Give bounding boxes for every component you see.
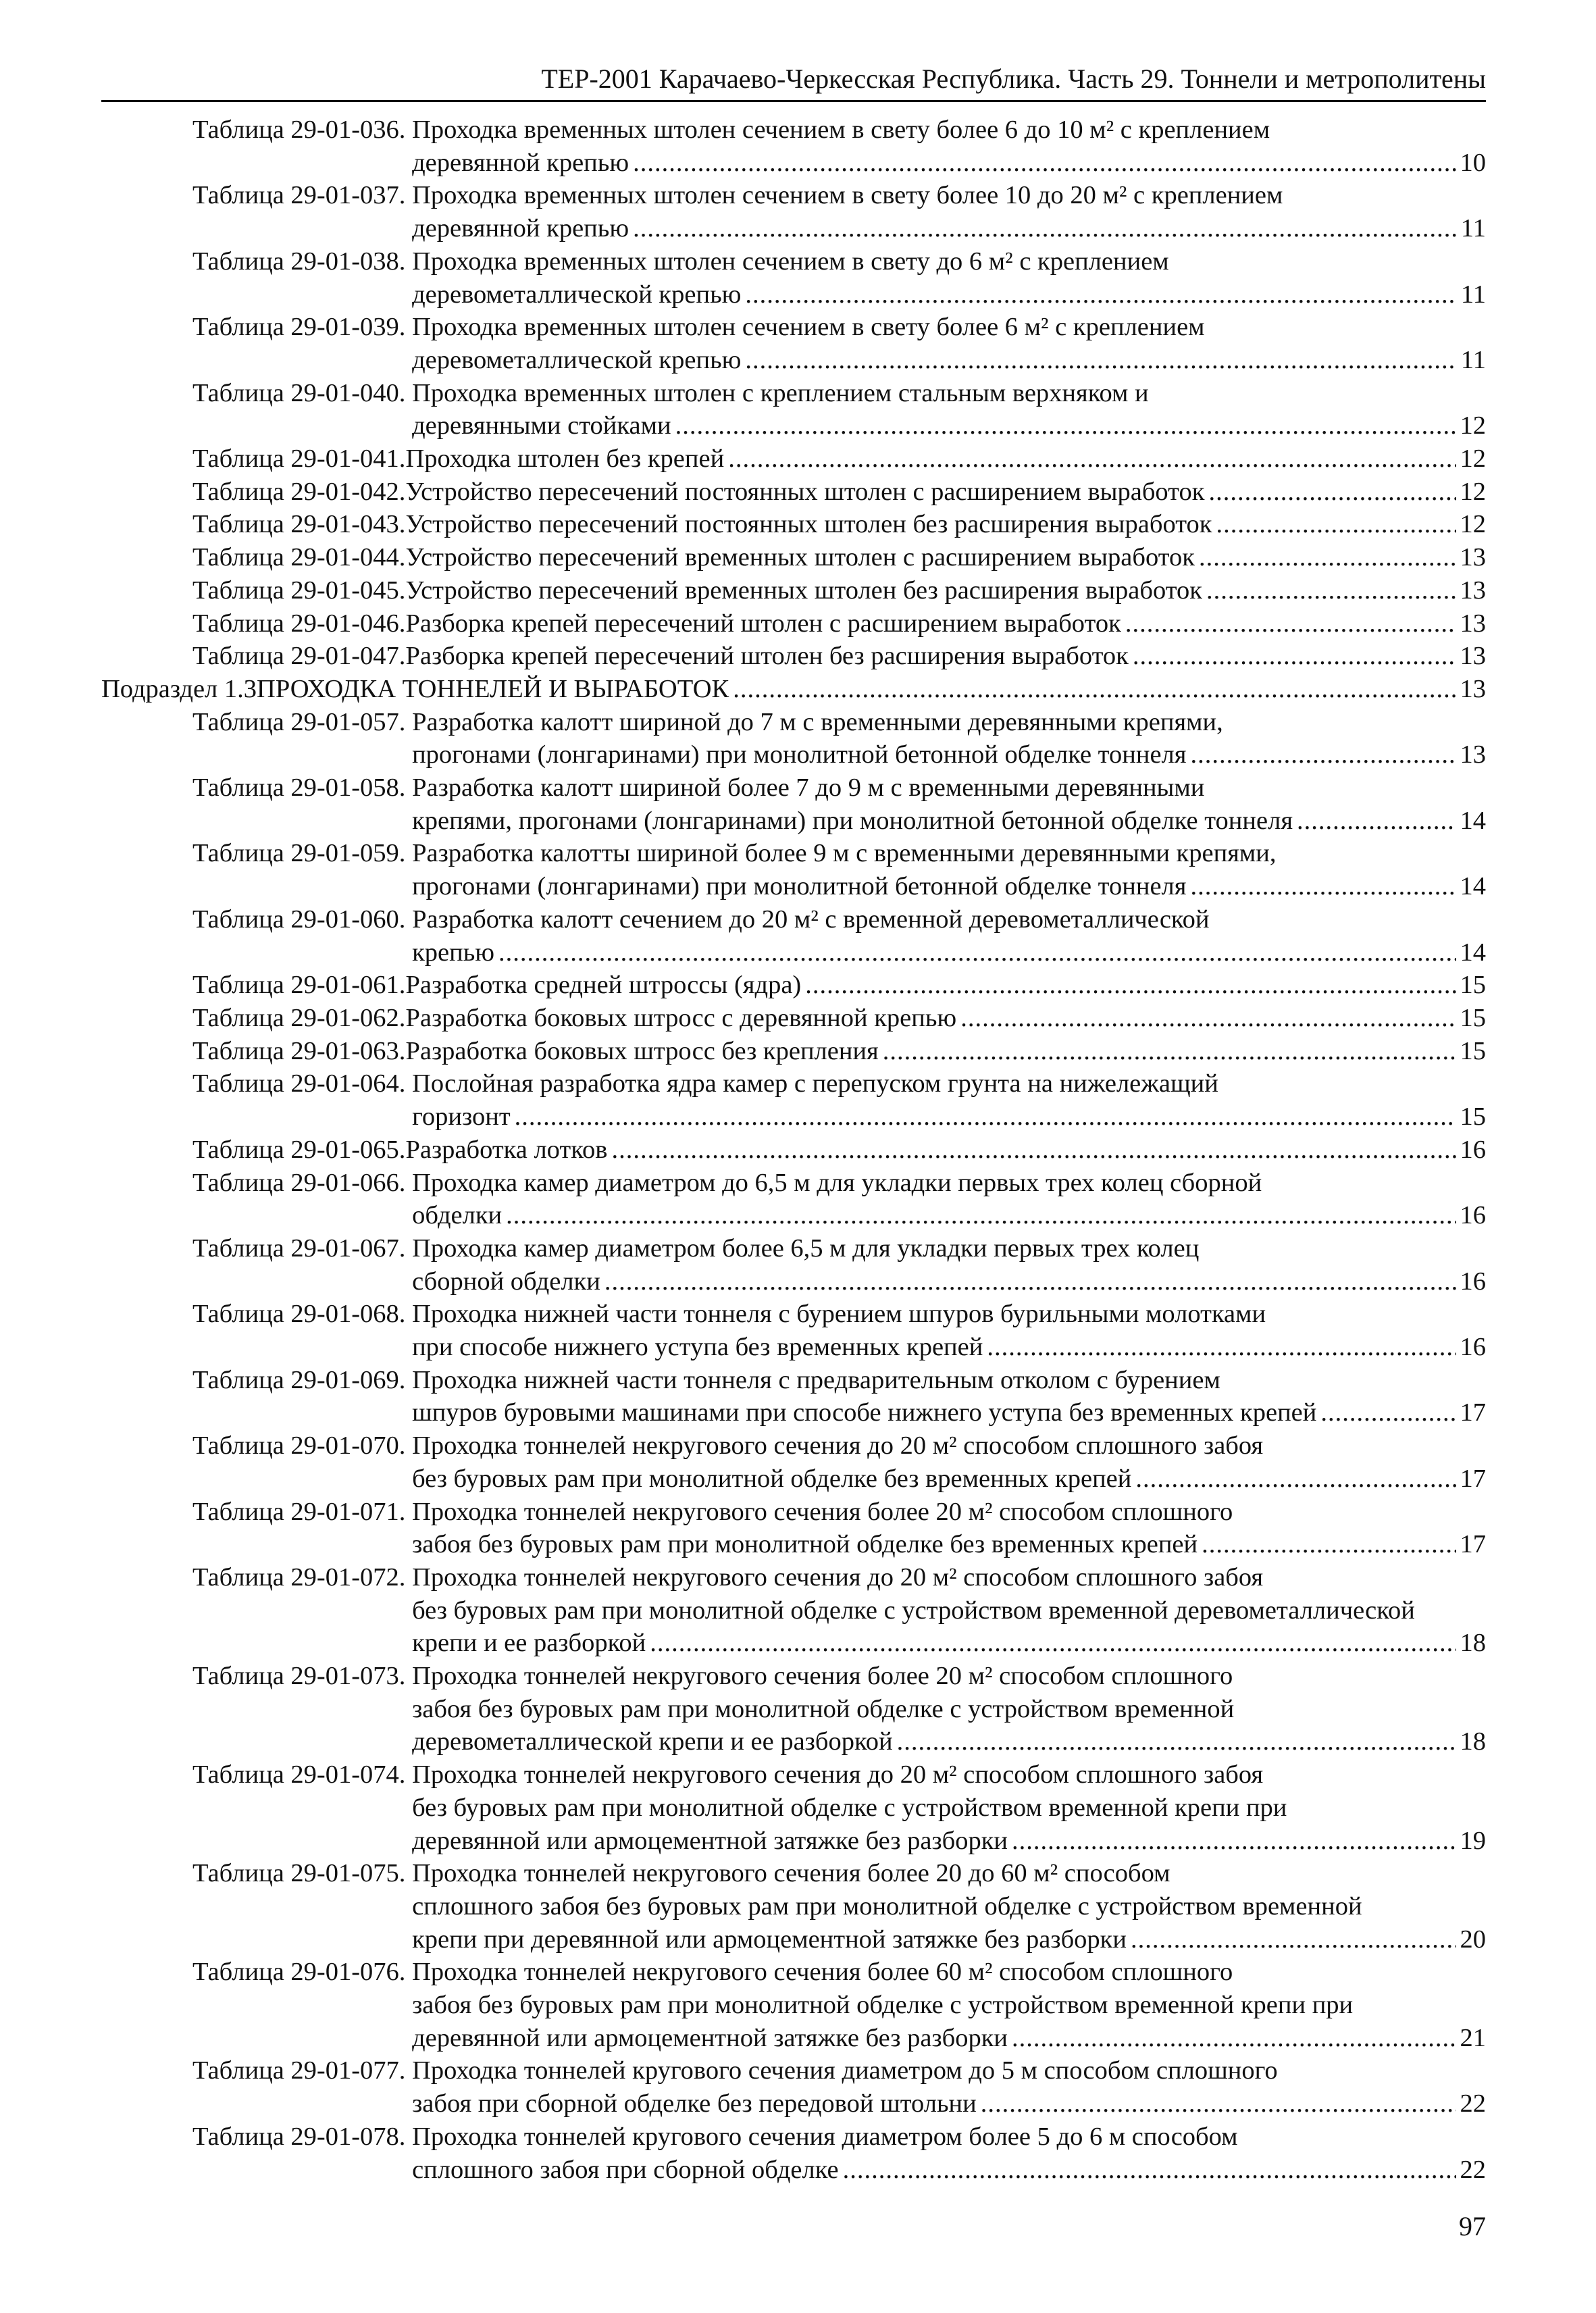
toc-page-number: 13 (1460, 609, 1486, 638)
toc-entry[interactable] (101, 1298, 1486, 1363)
toc-entry[interactable] (101, 1134, 1486, 1167)
toc-entry[interactable] (101, 442, 1486, 476)
toc-page-number: 13 (1460, 543, 1486, 572)
toc-entry[interactable] (101, 311, 1486, 376)
toc-entry-title: без буровых рам при монолитной обделке с устройством временной деревометаллической (412, 1596, 1415, 1625)
toc-entry[interactable] (101, 1364, 1486, 1429)
toc-entry-label: Таблица 29-01-042. (192, 477, 406, 506)
toc-entry-title: Проходка временных штолен сечением в свету более 10 до 20 м² с креплением (412, 181, 1283, 210)
toc-entry-title: Проходка тоннелей некругового сечения до 20 м² способом сплошного забоя (412, 1431, 1264, 1460)
toc-entry-title: забоя без буровых рам при монолитной обделке с устройством временной (412, 1694, 1235, 1723)
toc-page-number: 18 (1460, 1727, 1486, 1756)
dot-leader (498, 936, 1456, 969)
toc-entry[interactable] (101, 574, 1486, 607)
toc-entry-title: деревянными стойками (412, 411, 671, 440)
dot-leader (843, 2154, 1456, 2187)
toc-entry-title: деревянной или армоцементной затяжке без разборки (412, 2023, 1008, 2052)
toc-entry-title: прогонами (лонгаринами) при монолитной бетонной обделке тоннеля (412, 872, 1187, 901)
dot-leader (960, 1002, 1456, 1035)
toc-page-number: 16 (1460, 1333, 1486, 1362)
toc-page-number: 10 (1460, 148, 1486, 177)
toc-entry-title: обделки (412, 1201, 503, 1230)
toc-entry-title: деревометаллической крепью (412, 345, 742, 374)
dot-leader (1208, 476, 1456, 509)
toc-entry[interactable] (101, 179, 1486, 245)
toc-page-number: 15 (1460, 1102, 1486, 1132)
toc-entry[interactable] (101, 1660, 1486, 1758)
toc-entry-label: Таблица 29-01-043. (192, 510, 406, 539)
toc-entry-label: Таблица 29-01-066. (192, 1168, 406, 1197)
toc-entry[interactable] (101, 1232, 1486, 1298)
dot-leader (1297, 805, 1456, 838)
toc-entry-label: Таблица 29-01-037. (192, 181, 406, 210)
toc-entry[interactable] (101, 541, 1486, 574)
toc-page-number: 15 (1460, 1003, 1486, 1032)
toc-entry[interactable] (101, 476, 1486, 509)
toc-entry-label: Таблица 29-01-041. (192, 444, 406, 474)
toc-entry-title: Устройство пересечений временных штолен без расширения выработок (405, 576, 1202, 605)
dot-leader (897, 1725, 1456, 1758)
dot-leader (1216, 508, 1456, 541)
toc-entry-title: Разборка крепей пересечений штолен без расширения выработок (405, 642, 1129, 671)
dot-leader (633, 212, 1457, 245)
dot-leader (805, 969, 1456, 1002)
toc-entry-title: Устройство пересечений временных штолен с расширением выработок (405, 543, 1195, 572)
toc-entry-label: Таблица 29-01-061. (192, 971, 406, 1000)
toc-entry-label: Таблица 29-01-073. (192, 1662, 406, 1691)
toc-entry-title: Разработка калотт шириной до 7 м с временными деревянными крепями, (412, 707, 1223, 736)
toc-entry-title: Разработка средней штроссы (ядра) (405, 971, 802, 1000)
toc-page-number: 13 (1460, 642, 1486, 671)
toc-page-number: 14 (1460, 938, 1486, 967)
toc-entry-label: Таблица 29-01-057. (192, 707, 406, 736)
toc-page-number: 13 (1460, 740, 1486, 769)
toc-entry-title: деревометаллической крепью (412, 280, 742, 309)
toc-page-number: 14 (1460, 806, 1486, 835)
toc-page-number: 12 (1460, 510, 1486, 539)
dot-leader (1131, 1923, 1456, 1956)
toc-entry-title: Устройство пересечений постоянных штолен без расширения выработок (405, 510, 1212, 539)
toc-entry[interactable] (101, 1167, 1486, 1232)
toc-entry-title: деревянной крепью (412, 148, 629, 177)
toc-entry-title: крепями, прогонами (лонгаринами) при монолитной бетонной обделке тоннеля (412, 806, 1293, 835)
toc-entry-label: Таблица 29-01-077. (192, 2056, 406, 2085)
toc-page-number: 20 (1460, 1925, 1486, 1954)
toc-entry-title: сплошного забоя без буровых рам при монолитной обделке с устройством временной (412, 1891, 1362, 1921)
toc-entry[interactable] (101, 1496, 1486, 1561)
toc-entry-title: Проходка временных штолен с креплением стальным верхняком и (412, 378, 1149, 407)
toc-entry-title: Проходка тоннелей некругового сечения более 20 м² способом сплошного (412, 1662, 1233, 1691)
toc-entry-title: Разработка калотт шириной более 7 до 9 м с временными деревянными (412, 773, 1205, 803)
dot-leader (604, 1265, 1456, 1298)
toc-entry-title: Проходка временных штолен сечением в свету более 6 м² с креплением (412, 313, 1205, 342)
toc-entry[interactable] (101, 1956, 1486, 2054)
toc-entry-label: Подраздел 1.3 (101, 674, 257, 703)
toc-entry-title: Послойная разработка ядра камер с перепуском грунта на нижележащий (412, 1069, 1218, 1098)
dot-leader (981, 2087, 1456, 2120)
toc-entry-label: Таблица 29-01-047. (192, 642, 406, 671)
toc-page-number: 11 (1460, 345, 1486, 374)
toc-entry[interactable] (101, 607, 1486, 640)
dot-leader (745, 344, 1457, 377)
dot-leader (1125, 607, 1456, 640)
toc-entry-label: Таблица 29-01-038. (192, 247, 406, 276)
toc-page-number: 22 (1460, 2089, 1486, 2118)
dot-leader (745, 278, 1457, 311)
toc-entry-label: Таблица 29-01-059. (192, 839, 406, 868)
toc-page-number: 17 (1460, 1398, 1486, 1427)
toc-page-number: 16 (1460, 1135, 1486, 1164)
toc-entry-title: крепью (412, 938, 495, 967)
toc-entry-label: Таблица 29-01-074. (192, 1760, 406, 1789)
toc-entry-label: Таблица 29-01-065. (192, 1135, 406, 1164)
dot-leader (1190, 738, 1456, 771)
toc-entry[interactable] (101, 706, 1486, 771)
toc-entry[interactable] (101, 377, 1486, 442)
toc-entry[interactable] (101, 245, 1486, 311)
toc-entry-label: Таблица 29-01-046. (192, 609, 406, 638)
toc-entry-label: Таблица 29-01-072. (192, 1562, 406, 1592)
toc-entry-label: Таблица 29-01-045. (192, 576, 406, 605)
toc-page-number: 19 (1460, 1826, 1486, 1855)
toc-entry-title: деревянной или армоцементной затяжке без разборки (412, 1826, 1008, 1855)
toc-page-number: 13 (1460, 674, 1486, 703)
dot-leader (515, 1100, 1456, 1134)
toc-entry-label: Таблица 29-01-078. (192, 2122, 406, 2151)
toc-entry-label: Таблица 29-01-064. (192, 1069, 406, 1098)
toc-entry-label: Таблица 29-01-071. (192, 1497, 406, 1526)
toc-entry[interactable] (101, 2120, 1486, 2186)
toc-page-number: 11 (1460, 214, 1486, 243)
toc-entry-title: забоя при сборной обделке без передовой штольни (412, 2089, 977, 2118)
toc-page-number: 21 (1460, 2023, 1486, 2052)
toc-entry[interactable] (101, 1857, 1486, 1956)
toc-page-number: 12 (1460, 477, 1486, 506)
toc-entry-title: Проходка тоннелей некругового сечения до 20 м² способом сплошного забоя (412, 1562, 1264, 1592)
toc-page-number: 15 (1460, 1036, 1486, 1065)
toc-page-number: 22 (1460, 2155, 1486, 2184)
toc-entry-title: Разработка калотты шириной более 9 м с временными деревянными крепями, (412, 839, 1277, 868)
toc-page-number: 12 (1460, 411, 1486, 440)
toc-entry-title: Разработка лотков (405, 1135, 608, 1164)
toc-entry-title: Проходка тоннелей некругового сечения более 20 до 60 м² способом (412, 1859, 1170, 1888)
toc-entry[interactable] (101, 903, 1486, 969)
dot-leader (1202, 1528, 1456, 1561)
toc-entry-label: Таблица 29-01-068. (192, 1300, 406, 1329)
toc-entry-label: Таблица 29-01-040. (192, 378, 406, 407)
toc-entry[interactable] (101, 508, 1486, 541)
toc-entry[interactable] (101, 640, 1486, 673)
toc-entry-label: Таблица 29-01-044. (192, 543, 406, 572)
dot-leader (1133, 640, 1456, 673)
dot-leader (1199, 541, 1456, 574)
toc-page-number: 17 (1460, 1464, 1486, 1493)
toc-entry-title: ПРОХОДКА ТОННЕЛЕЙ И ВЫРАБОТОК (257, 674, 729, 703)
toc-entry-label: Таблица 29-01-063. (192, 1036, 406, 1065)
toc-entry-title: без буровых рам при монолитной обделке без временных крепей (412, 1464, 1132, 1493)
toc-page-number: 13 (1460, 576, 1486, 605)
dot-leader (728, 442, 1456, 476)
toc-entry-label: Таблица 29-01-075. (192, 1859, 406, 1888)
toc-entry-title: сборной обделки (412, 1267, 600, 1296)
dot-leader (506, 1199, 1456, 1232)
toc-entry-title: Проходка нижней части тоннеля с бурением шпуров бурильными молотками (412, 1300, 1266, 1329)
dot-leader (611, 1134, 1456, 1167)
toc-entry[interactable] (101, 1429, 1486, 1495)
table-of-contents (101, 113, 1486, 2186)
toc-page-number: 16 (1460, 1201, 1486, 1230)
toc-page-number: 11 (1460, 280, 1486, 309)
toc-entry-title: Проходка временных штолен сечением в свету более 6 до 10 м² с креплением (412, 116, 1270, 144)
toc-page-number: 17 (1460, 1530, 1486, 1559)
toc-entry-title: Проходка тоннелей кругового сечения диаметром более 5 до 6 м способом (412, 2122, 1238, 2151)
dot-leader (675, 409, 1456, 442)
toc-entry[interactable] (101, 1035, 1486, 1068)
toc-entry-title: Проходка временных штолен сечением в свету до 6 м² с креплением (412, 247, 1169, 276)
dot-leader (1320, 1396, 1456, 1429)
toc-entry-title: Проходка штолен без крепей (405, 444, 725, 474)
page-number: 97 (1459, 2211, 1486, 2241)
toc-entry-label: Таблица 29-01-067. (192, 1234, 406, 1263)
dot-leader (633, 147, 1456, 180)
toc-entry-title: Устройство пересечений постоянных штолен с расширением выработок (405, 477, 1205, 506)
toc-entry-title: Разборка крепей пересечений штолен с расширением выработок (405, 609, 1121, 638)
toc-entry-title: крепи и ее разборкой (412, 1629, 646, 1658)
toc-entry-title: без буровых рам при монолитной обделке с устройством временной крепи при (412, 1793, 1287, 1822)
toc-entry-title: крепи при деревянной или армоцементной затяжке без разборки (412, 1925, 1127, 1954)
dot-leader (987, 1331, 1456, 1364)
dot-leader (1206, 574, 1456, 607)
toc-entry[interactable] (101, 1758, 1486, 1857)
toc-entry-title: Проходка нижней части тоннеля с предварительным отколом с бурением (412, 1365, 1220, 1394)
toc-entry[interactable] (101, 113, 1486, 179)
toc-entry-title: забоя без буровых рам при монолитной обделке без временных крепей (412, 1530, 1198, 1559)
dot-leader (1135, 1463, 1456, 1496)
toc-entry-title: забоя без буровых рам при монолитной обделке с устройством временной крепи при (412, 1991, 1354, 2020)
toc-entry-label: Таблица 29-01-036. (192, 116, 406, 144)
toc-entry[interactable] (101, 1561, 1486, 1660)
toc-entry-title: Проходка тоннелей некругового сечения до 20 м² способом сплошного забоя (412, 1760, 1264, 1789)
toc-entry-title: Проходка тоннелей некругового сечения более 60 м² способом сплошного (412, 1958, 1233, 1987)
dot-leader (1190, 870, 1456, 903)
toc-subsection[interactable] (101, 673, 1486, 706)
toc-entry-title: при способе нижнего уступа без временных крепей (412, 1333, 983, 1362)
toc-entry-title: Разработка боковых штросс с деревянной крепью (405, 1003, 957, 1032)
toc-entry-label: Таблица 29-01-076. (192, 1958, 406, 1987)
toc-entry-title: Проходка тоннелей некругового сечения более 20 м² способом сплошного (412, 1497, 1233, 1526)
toc-entry-title: Проходка тоннелей кругового сечения диаметром до 5 м способом сплошного (412, 2056, 1278, 2085)
toc-entry[interactable] (101, 837, 1486, 903)
toc-page-number: 15 (1460, 971, 1486, 1000)
toc-entry-label: Таблица 29-01-039. (192, 313, 406, 342)
toc-entry-label: Таблица 29-01-069. (192, 1365, 406, 1394)
toc-page-number: 18 (1460, 1629, 1486, 1658)
dot-leader (883, 1035, 1456, 1068)
toc-entry-title: горизонт (412, 1102, 511, 1132)
dot-leader (1012, 2022, 1456, 2055)
toc-entry-title: деревометаллической крепи и ее разборкой (412, 1727, 893, 1756)
toc-entry-title: Проходка камер диаметром до 6,5 м для укладки первых трех колец сборной (412, 1168, 1262, 1197)
toc-entry-label: Таблица 29-01-060. (192, 905, 406, 934)
toc-entry[interactable] (101, 969, 1486, 1002)
toc-entry-title: Разработка калотт сечением до 20 м² с временной деревометаллической (412, 905, 1210, 934)
toc-entry-title: сплошного забоя при сборной обделке (412, 2155, 839, 2184)
dot-leader (733, 673, 1456, 706)
toc-entry[interactable] (101, 771, 1486, 837)
toc-entry-label: Таблица 29-01-070. (192, 1431, 406, 1460)
toc-entry[interactable] (101, 1002, 1486, 1035)
toc-entry-title: шпуров буровыми машинами при способе нижнего уступа без временных крепей (412, 1398, 1317, 1427)
toc-page-number: 14 (1460, 872, 1486, 901)
toc-entry-title: Разработка боковых штросс без крепления (405, 1036, 879, 1065)
toc-entry-label: Таблица 29-01-058. (192, 773, 406, 803)
toc-entry[interactable] (101, 2054, 1486, 2120)
toc-entry-title: прогонами (лонгаринами) при монолитной бетонной обделке тоннеля (412, 740, 1187, 769)
toc-entry[interactable] (101, 1067, 1486, 1133)
toc-entry-title: Проходка камер диаметром более 6,5 м для укладки первых трех колец (412, 1234, 1200, 1263)
toc-page-number: 16 (1460, 1267, 1486, 1296)
dot-leader (1012, 1825, 1456, 1858)
page-header: ТЕР-2001 Карачаево-Черкесская Республика. Часть 29. Тоннели и метрополитены (101, 58, 1486, 102)
toc-page-number: 12 (1460, 444, 1486, 474)
toc-entry-title: деревянной крепью (412, 214, 629, 243)
dot-leader (650, 1627, 1456, 1660)
toc-entry-label: Таблица 29-01-062. (192, 1003, 406, 1032)
